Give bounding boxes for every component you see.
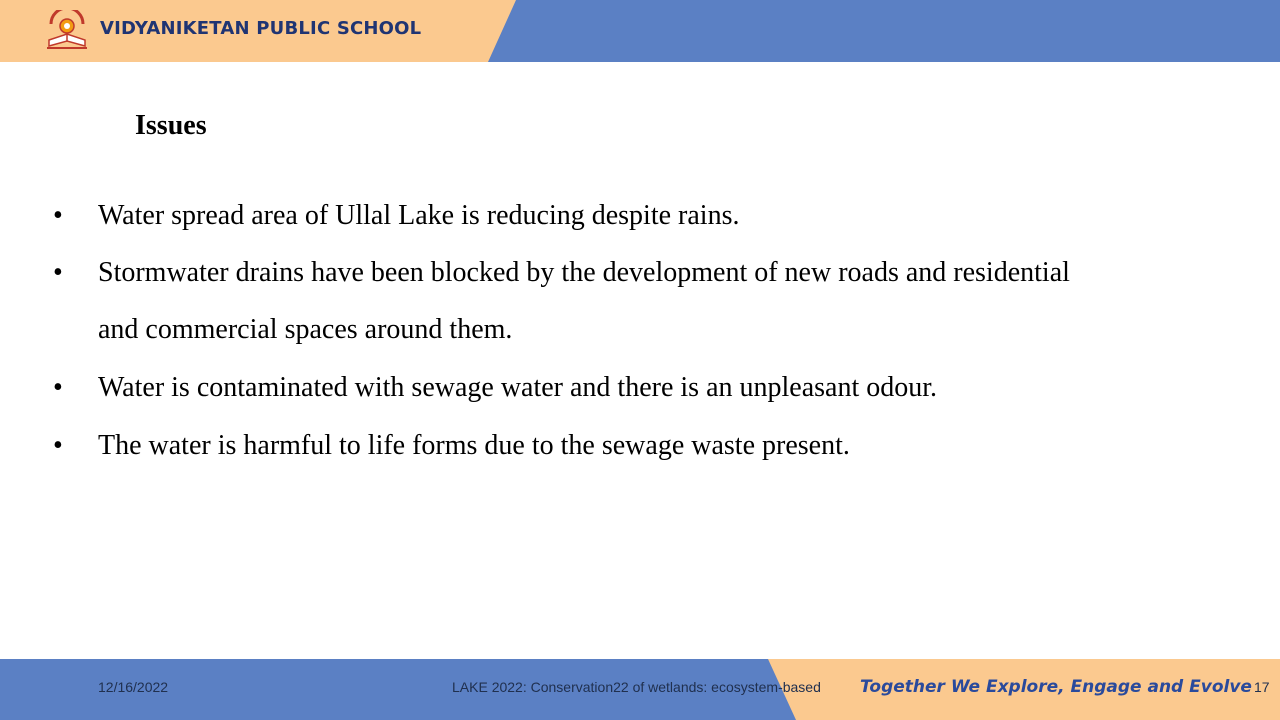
bullet-marker: • (53, 430, 63, 461)
footer-presentation-title: LAKE 2022: Conservation22 of wetlands: ecosystem-based (452, 679, 821, 695)
bullet-text: Stormwater drains have been blocked by the development of new roads and residential (98, 257, 1070, 288)
bullet-text: Water is contaminated with sewage water and there is an unpleasant odour. (98, 372, 938, 403)
bullet-marker: • (53, 200, 63, 231)
school-name: VIDYANIKETAN PUBLIC SCHOOL (100, 18, 422, 39)
footer-date: 12/16/2022 (98, 679, 169, 695)
footer-band (0, 659, 1280, 720)
slide-title: Issues (135, 110, 207, 141)
bullet-text: The water is harmful to life forms due to the sewage waste present. (98, 430, 850, 461)
bullet-marker: • (53, 372, 63, 403)
page-number: 17 (1254, 679, 1270, 695)
bullet-text-continuation: and commercial spaces around them. (98, 314, 513, 345)
bullet-text: Water spread area of Ullal Lake is reducing despite rains. (98, 200, 740, 231)
footer-tagline: Together We Explore, Engage and Evolve (860, 677, 1252, 697)
bullet-marker: • (53, 257, 63, 288)
